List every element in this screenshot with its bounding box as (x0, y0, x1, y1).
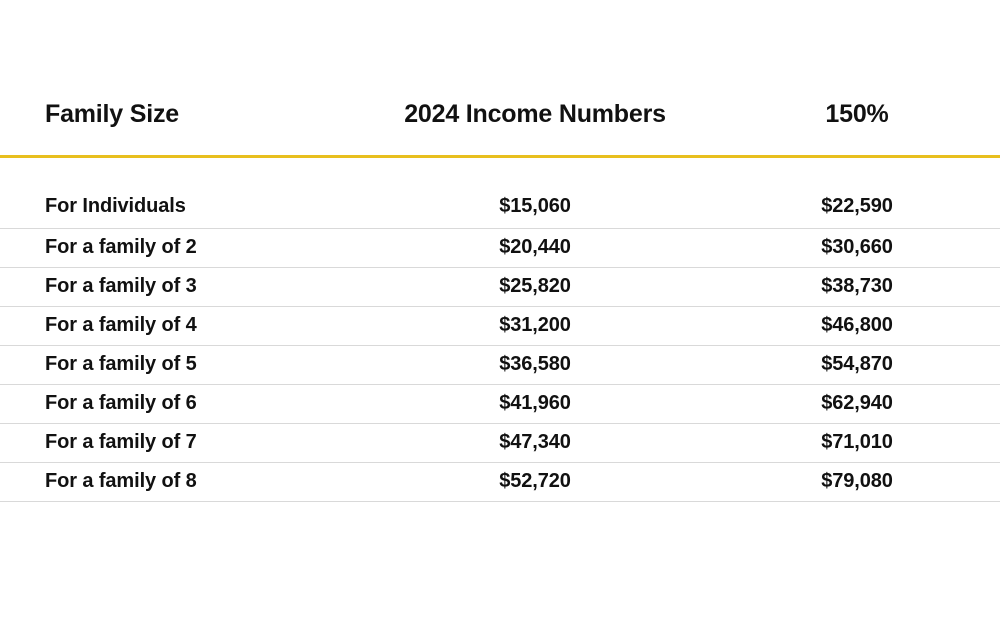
spacer-cell (720, 158, 1000, 188)
cell-family-size: For a family of 7 (0, 424, 340, 463)
spacer-cell (0, 158, 340, 188)
cell-family-size: For Individuals (0, 188, 340, 229)
spacer-row (0, 158, 1000, 188)
cell-family-size: For a family of 6 (0, 385, 340, 424)
table-header (0, 100, 1000, 158)
table-row (0, 346, 1000, 385)
table-row (0, 307, 1000, 346)
header-row (0, 100, 1000, 155)
cell-percent: $22,590 (720, 188, 1000, 229)
cell-income: $41,960 (340, 385, 720, 424)
table-row (0, 424, 1000, 463)
table-row (0, 268, 1000, 307)
cell-percent: $30,660 (720, 229, 1000, 268)
table-row (0, 463, 1000, 502)
cell-percent: $79,080 (720, 463, 1000, 502)
cell-family-size: For a family of 4 (0, 307, 340, 346)
income-guidelines-table (0, 100, 1000, 502)
cell-percent: $54,870 (720, 346, 1000, 385)
spacer-cell (340, 158, 720, 188)
cell-income: $20,440 (340, 229, 720, 268)
table-body (0, 158, 1000, 502)
cell-income: $15,060 (340, 188, 720, 229)
table-row (0, 385, 1000, 424)
cell-family-size: For a family of 8 (0, 463, 340, 502)
table-row (0, 188, 1000, 229)
cell-income: $36,580 (340, 346, 720, 385)
cell-percent: $62,940 (720, 385, 1000, 424)
column-header-income: 2024 Income Numbers (404, 100, 666, 128)
income-guidelines-table-wrapper (0, 100, 1000, 502)
cell-family-size: For a family of 3 (0, 268, 340, 307)
cell-family-size: For a family of 2 (0, 229, 340, 268)
table-row (0, 229, 1000, 268)
column-header-family-size: Family Size (45, 100, 179, 128)
cell-income: $47,340 (340, 424, 720, 463)
cell-income: $25,820 (340, 268, 720, 307)
cell-percent: $38,730 (720, 268, 1000, 307)
cell-family-size: For a family of 5 (0, 346, 340, 385)
cell-percent: $71,010 (720, 424, 1000, 463)
cell-percent: $46,800 (720, 307, 1000, 346)
cell-income: $52,720 (340, 463, 720, 502)
column-header-percent: 150% (825, 100, 889, 128)
cell-income: $31,200 (340, 307, 720, 346)
